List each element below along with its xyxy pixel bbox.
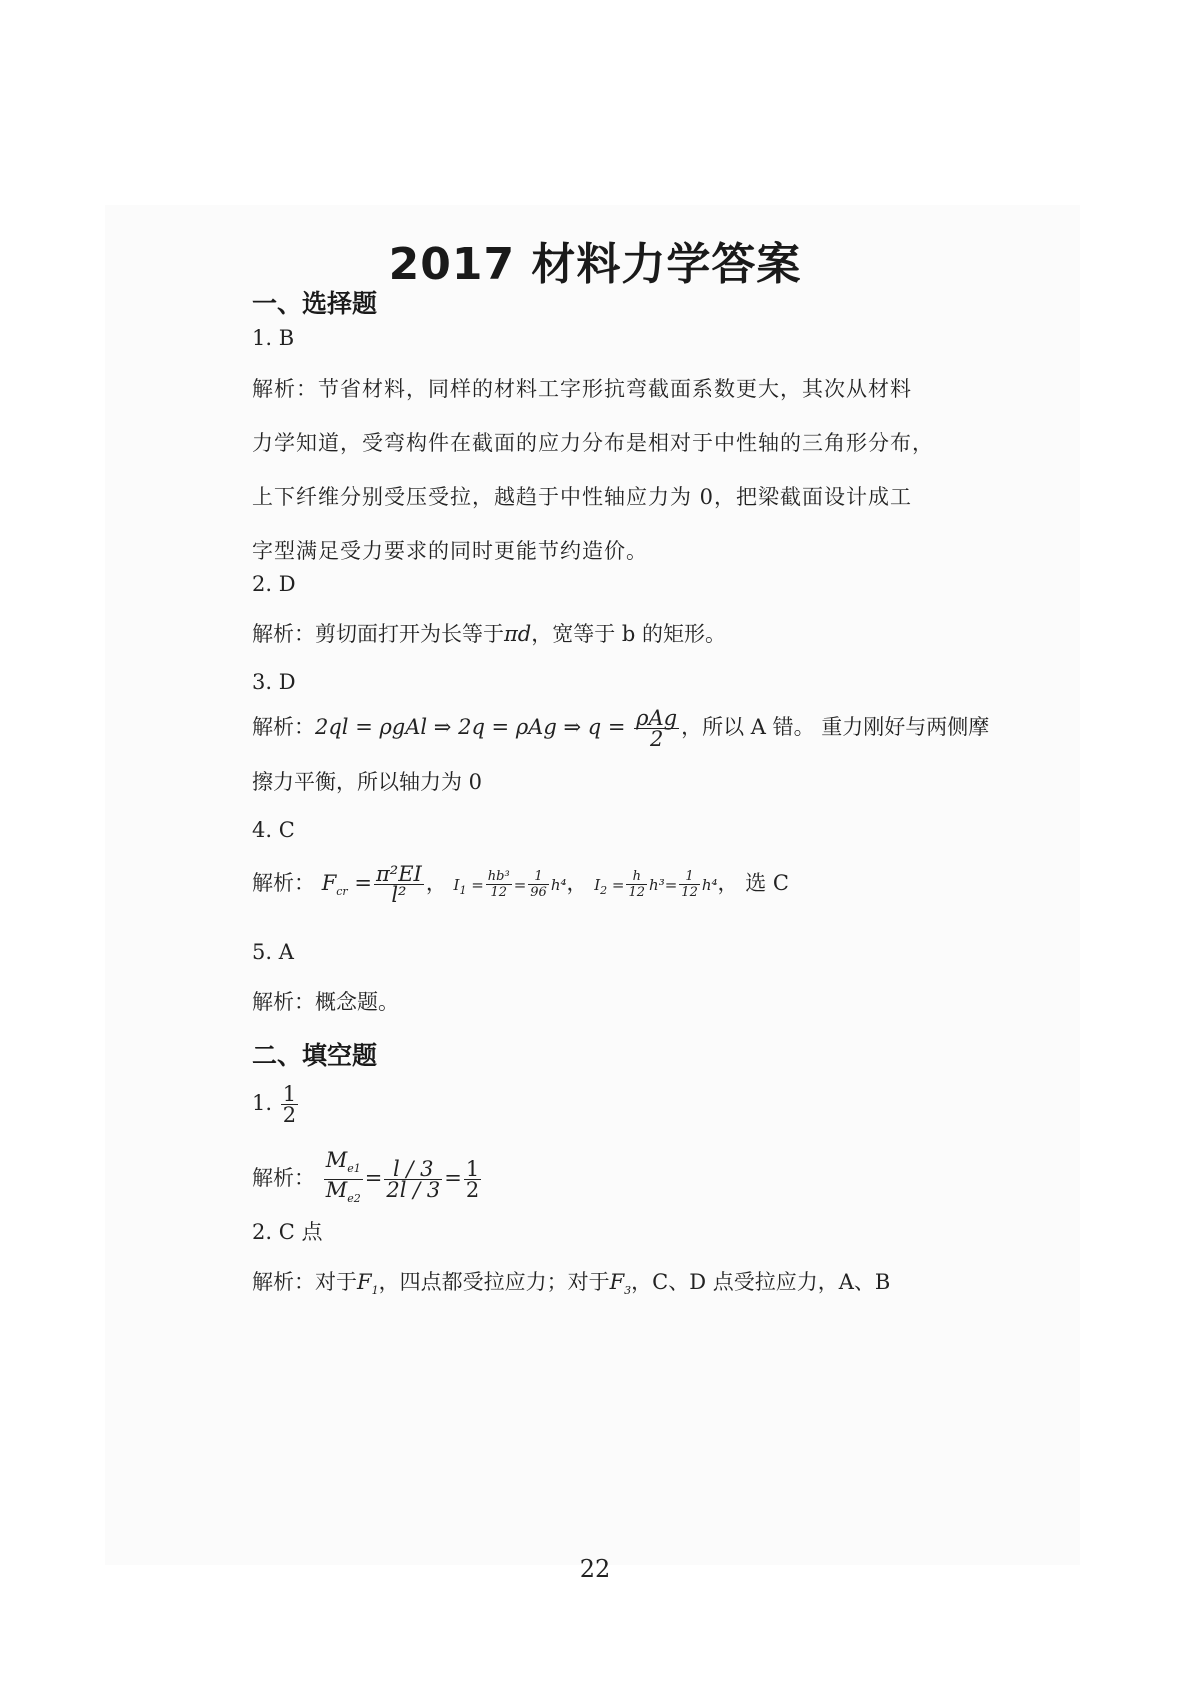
fraction-i1-b: $\frac{1}{96}$ <box>530 869 547 900</box>
math-i2-tail: h⁴ <box>701 876 718 894</box>
math-i2: $I_2$ = <box>594 876 625 897</box>
fill-explanation-1: 解析： $\frac{M_{e1}}{M_{e2}}$ = $\frac{l / 3}{2l / 3}$ = $\frac{1}{2}$ <box>252 1150 483 1209</box>
explanation-1-line: 上下纤维分别受压受拉，越趋于中性轴应力为 0，把梁截面设计成工 <box>252 485 913 509</box>
explanation-1-line: 力学知道，受弯构件在截面的应力分布是相对于中性轴的三角形分布， <box>252 431 934 455</box>
fraction-fcr: $\frac{\text{π²EI}}{\text{l²}}$ <box>375 862 422 907</box>
explanation-5: 解析：概念题。 <box>252 990 399 1014</box>
answer-4: 4. C <box>252 818 295 842</box>
fill-answer-1 <box>252 1084 300 1125</box>
fraction-i2: $\frac{h}{12}$ <box>628 869 646 900</box>
math-fcr: $F_{cr}$ = <box>321 871 372 899</box>
fraction-lengths: $\frac{l / 3}{2l / 3}$ <box>386 1157 441 1203</box>
fraction-result: $\frac{1}{2}$ <box>465 1157 480 1203</box>
explanation-1-line: 解析：节省材料，同样的材料工字形抗弯截面系数更大，其次从材料 <box>252 377 912 401</box>
math-i1: $I_1$ = <box>453 876 484 897</box>
section-heading-fill: 二、填空题 <box>252 1041 378 1070</box>
explanation-3 <box>252 708 989 749</box>
page-number: 22 <box>579 1555 611 1583</box>
math-i1-tail: h⁴ <box>550 876 567 894</box>
fill-explanation-2-suffix: ，C、D 点受拉应力，A、B <box>631 1270 891 1294</box>
explanation-2-suffix: ，宽等于 b 的矩形。 <box>531 622 727 646</box>
answer-5: 5. A <box>252 940 294 964</box>
fraction-one-half: $\frac{1}{2}$ <box>282 1082 297 1127</box>
section-heading-choice: 一、选择题 <box>252 289 378 318</box>
fill-answer-2: 2. C 点 <box>252 1220 323 1244</box>
fill-answer-1-label: 1. <box>252 1091 273 1115</box>
answer-3: 3. D <box>252 670 296 694</box>
explanation-3-prefix: 解析： <box>252 715 315 739</box>
explanation-4-prefix: 解析： <box>252 871 315 895</box>
explanation-4-suffix: ， 选 C <box>717 871 789 895</box>
explanation-1-line: 字型满足受力要求的同时更能节约造价。 <box>252 539 648 563</box>
explanation-3-line2: 擦力平衡，所以轴力为 0 <box>252 770 483 794</box>
fraction-i1: $\frac{\text{hb³}}{12}$ <box>487 869 510 900</box>
page-title: 2017 材料力学答案 <box>388 239 802 290</box>
math-i2-mid: h³ <box>649 876 665 894</box>
fill-explanation-2 <box>252 1268 890 1305</box>
fill-explanation-2-prefix: 解析：对于 <box>252 1270 357 1294</box>
explanation-2 <box>252 620 726 648</box>
fraction-rhoAg-2: $\frac{\text{ρAg}}{2}$ <box>636 706 678 751</box>
answer-2: 2. D <box>252 572 296 596</box>
math-f1: $F_1$ <box>357 1270 379 1298</box>
fill-explanation-2-mid: ，四点都受拉应力；对于 <box>378 1270 610 1294</box>
answer-1: 1. B <box>252 326 295 350</box>
fraction-moments: $\frac{M_{e1}}{M_{e2}}$ <box>325 1148 361 1206</box>
explanation-2-prefix: 解析：剪切面打开为长等于 <box>252 622 504 646</box>
explanation-1 <box>252 362 934 578</box>
explanation-3-suffix: ，所以 A 错。 重力刚好与两侧摩 <box>681 715 990 739</box>
math-f3: $F_3$ <box>609 1270 632 1298</box>
math-equation-3: 2ql = ρgAl ⇒ 2q = ρAg ⇒ q = <box>315 715 626 739</box>
fraction-i2-b: $\frac{1}{12}$ <box>681 869 698 900</box>
math-pi-d: πd <box>504 622 532 646</box>
explanation-4: 解析： $F_{cr}$ = $\frac{\text{π²EI}}{\text{l²}}$ ， $I_1$ = $\frac{\text{hb³}}{12}$ = $\frac{1}{96}$ h⁴， $I_2$ = $\frac{h}{12}$ h³= $\frac{1}{12}$ h⁴， 选 C <box>252 862 789 907</box>
fill-explanation-1-prefix: 解析： <box>252 1166 315 1191</box>
